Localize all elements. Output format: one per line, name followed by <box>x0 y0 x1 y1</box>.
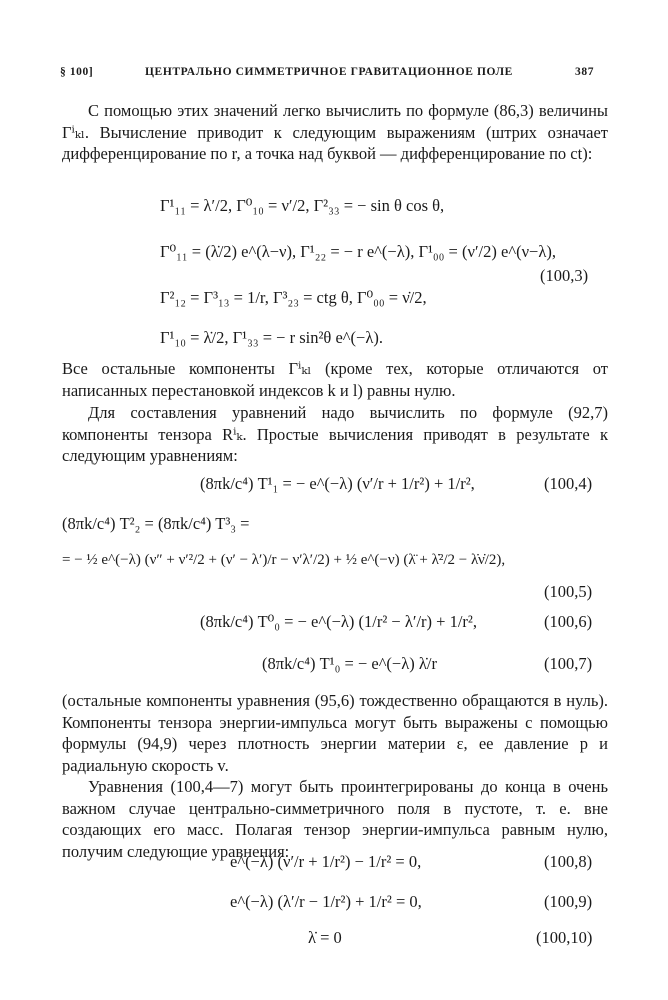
paragraph-energy-momentum: (остальные компоненты уравнения (95,6) тождественно обращаются в нуль). Компоненты тензора энергии-импульса могут быть выражены с помощью формулы (94,9) через плотность энергии материи ε, ее давление p и радиальную скорость v. <box>62 691 608 775</box>
equation-100-4: (8πk/c⁴) T¹₁ = − e^(−λ) (ν′/r + 1/r²) + 1/r², <box>200 474 475 493</box>
equation-number-100-8: (100,8) <box>544 852 593 871</box>
equation-number-100-7: (100,7) <box>544 654 593 673</box>
section-marker: § 100] <box>60 66 94 78</box>
equation-number-100-6: (100,6) <box>544 612 593 631</box>
running-title: ЦЕНТРАЛЬНО СИММЕТРИЧНОЕ ГРАВИТАЦИОННОЕ ПОЛЕ <box>145 66 513 78</box>
christoffel-row-4: Γ¹₁₀ = λ̇/2, Γ¹₃₃ = − r sin²θ e^(−λ). <box>160 328 383 347</box>
christoffel-row-2: Γ⁰₁₁ = (λ̇/2) e^(λ−ν), Γ¹₂₂ = − r e^(−λ), Γ¹₀₀ = (ν′/2) e^(ν−λ), <box>160 242 556 261</box>
paragraph-remaining-components: Все остальные компоненты Γⁱₖₗ (кроме тех, которые отличаются от написанных перестановкой индексов k и l) равны нулю. <box>62 359 608 400</box>
paragraph-vacuum: Уравнения (100,4—7) могут быть проинтегрированы до конца в очень важном случае центрально-симметричного поля в пустоте, т. е. вне создающих его масс. Полагая тензор энергии-импульса равным нулю, получим следующие уравнения: <box>62 777 608 861</box>
page-number: 387 <box>575 66 595 78</box>
equation-number-100-4: (100,4) <box>544 474 593 493</box>
equation-100-5-lhs: (8πk/c⁴) T²₂ = (8πk/c⁴) T³₃ = <box>62 514 250 533</box>
equation-100-5-rhs: = − ½ e^(−λ) (ν″ + ν′²/2 + (ν′ − λ′)/r − ν′λ′/2) + ½ e^(−ν) (λ̈ + λ̇²/2 − λ̇ν̇/2), <box>62 552 506 568</box>
equation-100-9: e^(−λ) (λ′/r − 1/r²) + 1/r² = 0, <box>230 892 422 911</box>
equation-number-100-10: (100,10) <box>536 928 593 947</box>
equation-number-100-9: (100,9) <box>544 892 593 911</box>
paragraph-intro: С помощью этих значений легко вычислить по формуле (86,3) величины Γⁱₖₗ. Вычисление приводит к следующим выражениям (штрих означает дифференцирование по r, а точка над буквой — дифференцирование по ct): <box>62 101 608 163</box>
equation-100-8: e^(−λ) (ν′/r + 1/r²) − 1/r² = 0, <box>230 852 422 871</box>
equation-100-6: (8πk/c⁴) T⁰₀ = − e^(−λ) (1/r² − λ′/r) + 1/r², <box>200 612 477 631</box>
equation-number-100-5: (100,5) <box>544 582 593 601</box>
christoffel-row-3: Γ²₁₂ = Γ³₁₃ = 1/r, Γ³₂₃ = ctg θ, Γ⁰₀₀ = ν̇/2, <box>160 288 427 307</box>
equation-100-7: (8πk/c⁴) T¹₀ = − e^(−λ) λ̇/r <box>262 654 437 673</box>
christoffel-row-1: Γ¹₁₁ = λ′/2, Γ⁰₁₀ = ν′/2, Γ²₃₃ = − sin θ cos θ, <box>160 196 445 215</box>
equation-number-100-3: (100,3) <box>540 266 589 285</box>
equation-100-10: λ̇ = 0 <box>308 928 342 947</box>
paragraph-tensor: Для составления уравнений надо вычислить по формуле (92,7) компоненты тензора Rⁱₖ. Простые вычисления приводят в результате к следующим уравнениям: <box>62 403 608 465</box>
